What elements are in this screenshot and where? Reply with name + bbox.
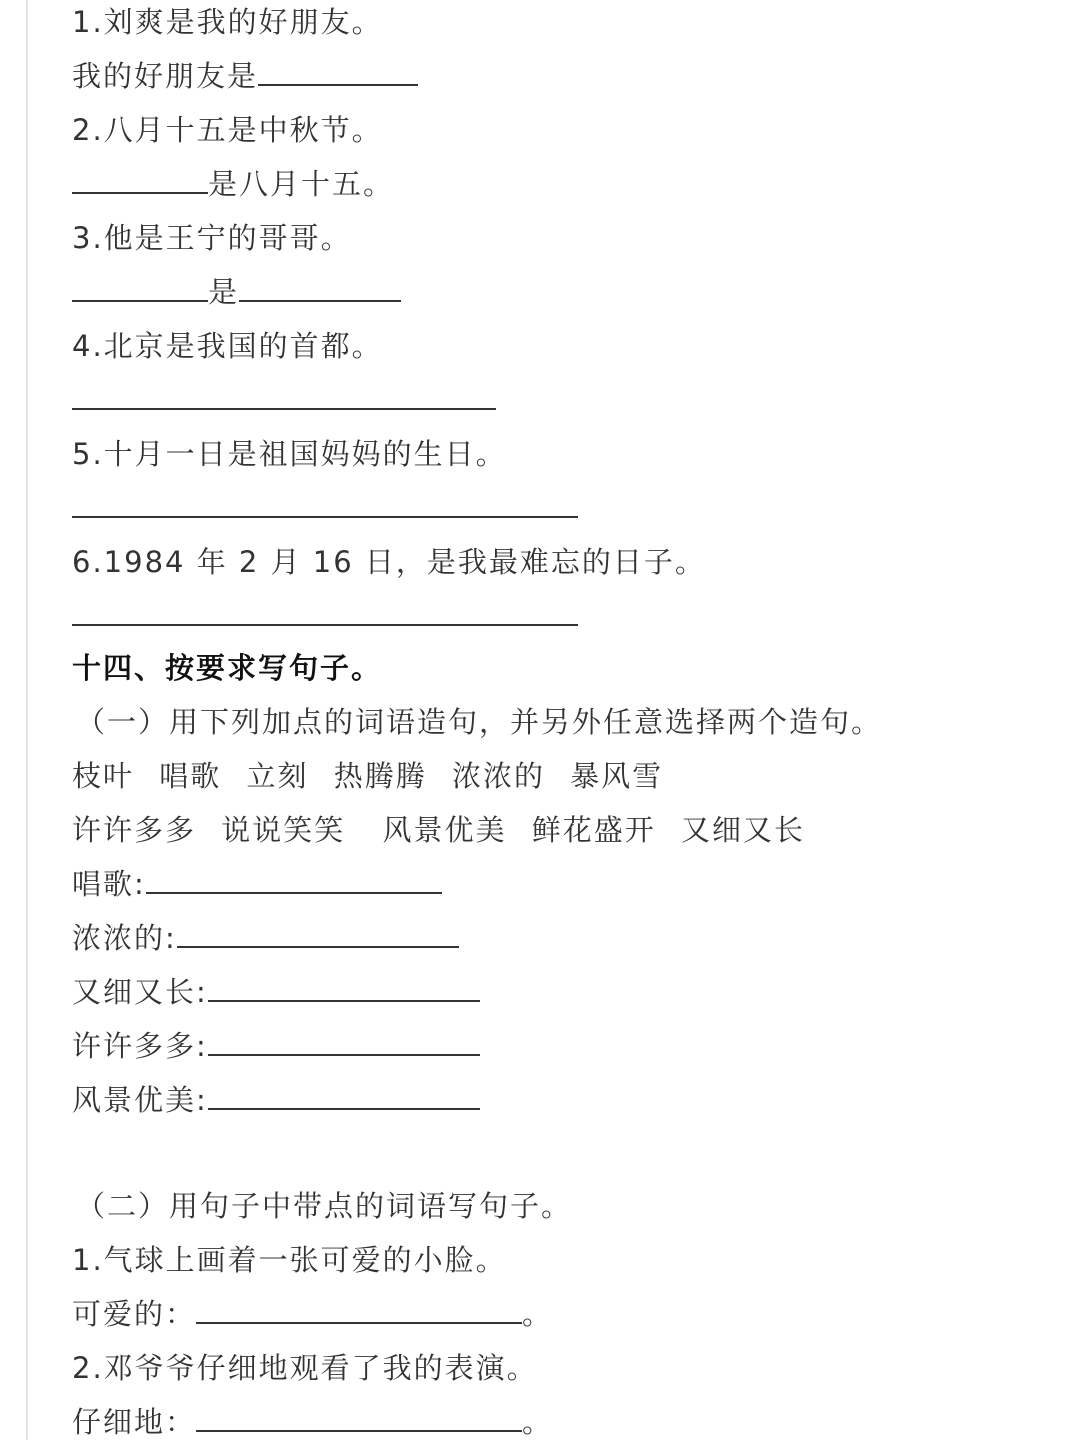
word-item: 暴风雪 [570,759,664,793]
exercise-sentence: 1.气球上画着一张可爱的小脸。 [72,1243,507,1277]
answer-blank[interactable] [208,974,480,1002]
answer-line-5 [72,490,578,526]
word-item: 浓浓的 [451,759,545,793]
word-item: 风景优美 [382,813,507,847]
word-item: 又细又长 [680,813,805,847]
answer-suffix: 是八月十五。 [208,167,395,201]
prompt-label: 又细又长: [72,975,208,1009]
sentence-prompt [72,974,480,1010]
exercise-sentence: 2.邓爷爷仔细地观看了我的表演。 [72,1351,538,1385]
answer-blank[interactable] [208,1028,480,1056]
part1-instructions: （一）用下列加点的词语造句，并另外任意选择两个造句。 [76,705,883,739]
word-list-row-2 [72,812,805,848]
answer-blank[interactable] [72,598,578,626]
answer-blank[interactable] [208,1082,480,1110]
page-left-border [26,0,28,1440]
exercise-sentence-1: 1.刘爽是我的好朋友。 [72,5,383,39]
word-item: 热腾腾 [333,759,427,793]
answer-line-3 [72,274,401,310]
answer-blank[interactable] [72,382,496,410]
answer-blank[interactable] [239,274,401,302]
sentence-prompt [72,866,442,902]
word-item: 立刻 [246,759,309,793]
sentence-prompt [72,1296,553,1332]
answer-line-6 [72,598,578,634]
answer-blank[interactable] [258,58,418,86]
prompt-label: 可爱的： [72,1297,197,1331]
answer-blank[interactable] [72,166,208,194]
answer-line-2 [72,166,394,202]
answer-blank[interactable] [196,1296,522,1324]
sentence-prompt [72,1028,480,1064]
sentence-end: 。 [522,1297,554,1331]
word-item: 枝叶 [72,759,135,793]
word-item: 鲜花盛开 [531,813,656,847]
answer-blank[interactable] [196,1404,522,1432]
answer-blank[interactable] [177,920,459,948]
answer-line-1 [72,58,418,94]
sentence-prompt [72,1404,553,1440]
exercise-sentence-2: 2.八月十五是中秋节。 [72,113,383,147]
sentence-end: 。 [522,1405,554,1439]
exercise-sentence-5: 5.十月一日是祖国妈妈的生日。 [72,437,507,471]
word-item: 唱歌 [159,759,222,793]
exercise-sentence-6: 6.1984 年 2 月 16 日，是我最难忘的日子。 [72,545,706,579]
answer-middle: 是 [208,275,240,309]
exercise-sentence-4: 4.北京是我国的首都。 [72,329,383,363]
exercise-sentence-3: 3.他是王宁的哥哥。 [72,221,352,255]
answer-prefix: 我的好朋友是 [72,59,259,93]
word-list-row-1 [72,758,663,794]
answer-blank[interactable] [72,274,208,302]
prompt-label: 许许多多: [72,1029,208,1063]
prompt-label: 浓浓的: [72,921,177,955]
answer-blank[interactable] [146,866,442,894]
part2-instructions: （二）用句子中带点的词语写句子。 [76,1189,573,1223]
prompt-label: 唱歌: [72,867,146,901]
word-item: 说说笑笑 [221,813,346,847]
section-heading: 十四、按要求写句子。 [72,651,383,685]
prompt-label: 仔细地： [72,1405,197,1439]
sentence-prompt [72,920,459,956]
word-item: 许许多多 [72,813,197,847]
answer-line-4 [72,382,496,418]
sentence-prompt [72,1082,480,1118]
prompt-label: 风景优美: [72,1083,208,1117]
answer-blank[interactable] [72,490,578,518]
